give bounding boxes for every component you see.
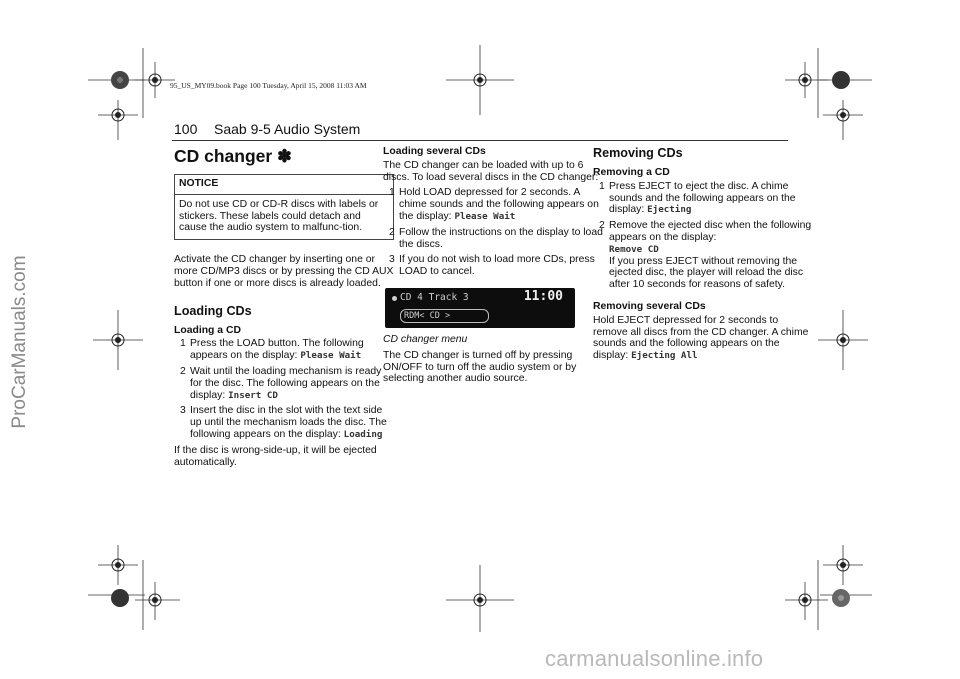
subsection-heading: Loading several CDs	[383, 146, 486, 157]
list-item	[383, 187, 603, 222]
display-text: Please Wait	[454, 210, 516, 222]
step-text: Insert the disc in the slot with the text side up until the mechanism loads the disc. The following appears on the display:	[190, 405, 387, 440]
display-text: Loading	[343, 428, 383, 440]
display-text: Ejecting All	[631, 350, 698, 362]
notice-box	[174, 174, 394, 240]
step-number: 2	[180, 365, 186, 377]
steps-list	[593, 181, 813, 291]
page-title-text: CD changer	[174, 146, 273, 166]
list-item	[174, 405, 394, 440]
section-heading: Removing CDs	[593, 146, 683, 160]
column-2	[383, 146, 603, 389]
step-number: 2	[599, 220, 605, 232]
list-item	[174, 366, 394, 401]
outro-paragraph: The CD changer is turned off by pressing ON/OFF to turn off the audio system or by selecting another audio source.	[383, 349, 577, 385]
book-file-line: 95_US_MY09.book Page 100 Tuesday, April 15, 2008 11:03 AM	[170, 81, 367, 90]
column-3	[593, 146, 813, 366]
intro-paragraph: The CD changer can be loaded with up to 6 discs. To load several discs in the CD changer:	[383, 159, 599, 183]
display-line-1: CD 4 Track 3	[400, 291, 469, 303]
display-time: 11:00	[523, 288, 563, 304]
page-number: 100	[174, 121, 198, 137]
cd-changer-symbol-icon: ✽	[277, 146, 292, 166]
step-note: If you press EJECT without removing the ejected disc, the player will reload the disc after 10 seconds for reasons of safety.	[609, 255, 804, 291]
step-number: 1	[180, 338, 186, 350]
display-line-2: RDM< CD >	[400, 309, 489, 323]
subsection-heading: Removing several CDs	[593, 300, 706, 312]
step-number: 3	[180, 405, 186, 417]
list-item	[593, 181, 813, 216]
step-number: 1	[599, 180, 605, 192]
display-text: Ejecting	[647, 204, 692, 216]
list-item	[383, 254, 603, 278]
figure-caption: CD changer menu	[383, 333, 468, 345]
steps-list	[383, 187, 603, 278]
notice-title: NOTICE	[175, 175, 393, 195]
header-title: Saab 9-5 Audio System	[214, 121, 361, 137]
step-number: 1	[389, 187, 395, 199]
cd-changer-display	[385, 288, 575, 328]
step-number: 3	[389, 254, 395, 266]
list-item	[383, 227, 603, 251]
subsection-heading: Loading a CD	[174, 324, 241, 336]
footer-watermark: carmanualsonline.info	[545, 646, 764, 671]
step-text: Hold LOAD depressed for 2 seconds. A chime sounds and the following appears on the display:	[399, 187, 599, 222]
step-number: 2	[389, 226, 395, 238]
outro-paragraph: If the disc is wrong-side-up, it will be ejected automatically.	[174, 444, 377, 468]
side-watermark: ProCarManuals.com	[9, 255, 30, 429]
body-text: Hold EJECT depressed for 2 seconds to remove all discs from the CD changer. A chime sounds and the following appears on the display:	[593, 314, 809, 362]
running-header	[174, 121, 360, 137]
step-text: Press the LOAD button. The following appears on the display:	[190, 338, 364, 362]
step-text: Follow the instructions on the display to load the discs.	[399, 226, 603, 250]
section-heading: Loading CDs	[174, 303, 252, 318]
notice-body: Do not use CD or CD-R discs with labels or stickers. These labels could detach and cause the audio system to malfunc-tion.	[179, 198, 379, 234]
list-item	[593, 220, 813, 291]
intro-paragraph: Activate the CD changer by inserting one or more CD/MP3 discs or by pressing the CD AUX button if one or more discs is already loaded.	[174, 254, 394, 289]
steps-list	[174, 338, 394, 440]
step-text: Remove the ejected disc when the following appears on the display:	[609, 220, 812, 243]
indicator-dot-icon	[392, 296, 397, 301]
column-1	[174, 146, 394, 472]
display-text: Insert CD	[228, 389, 278, 401]
page-title	[174, 146, 394, 166]
step-text: Press EJECT to eject the disc. A chime sounds and the following appears on the display:	[609, 180, 796, 216]
body-paragraph	[593, 315, 813, 362]
step-text: If you do not wish to load more CDs, press LOAD to cancel.	[399, 254, 595, 278]
display-text: Please Wait	[300, 350, 362, 362]
step-text: Wait until the loading mechanism is ready for the disc. The following appears on the display:	[190, 365, 382, 401]
subsection-heading: Removing a CD	[593, 167, 670, 178]
header-rule	[172, 140, 788, 141]
display-text: Remove CD	[609, 243, 659, 255]
list-item	[174, 338, 394, 362]
